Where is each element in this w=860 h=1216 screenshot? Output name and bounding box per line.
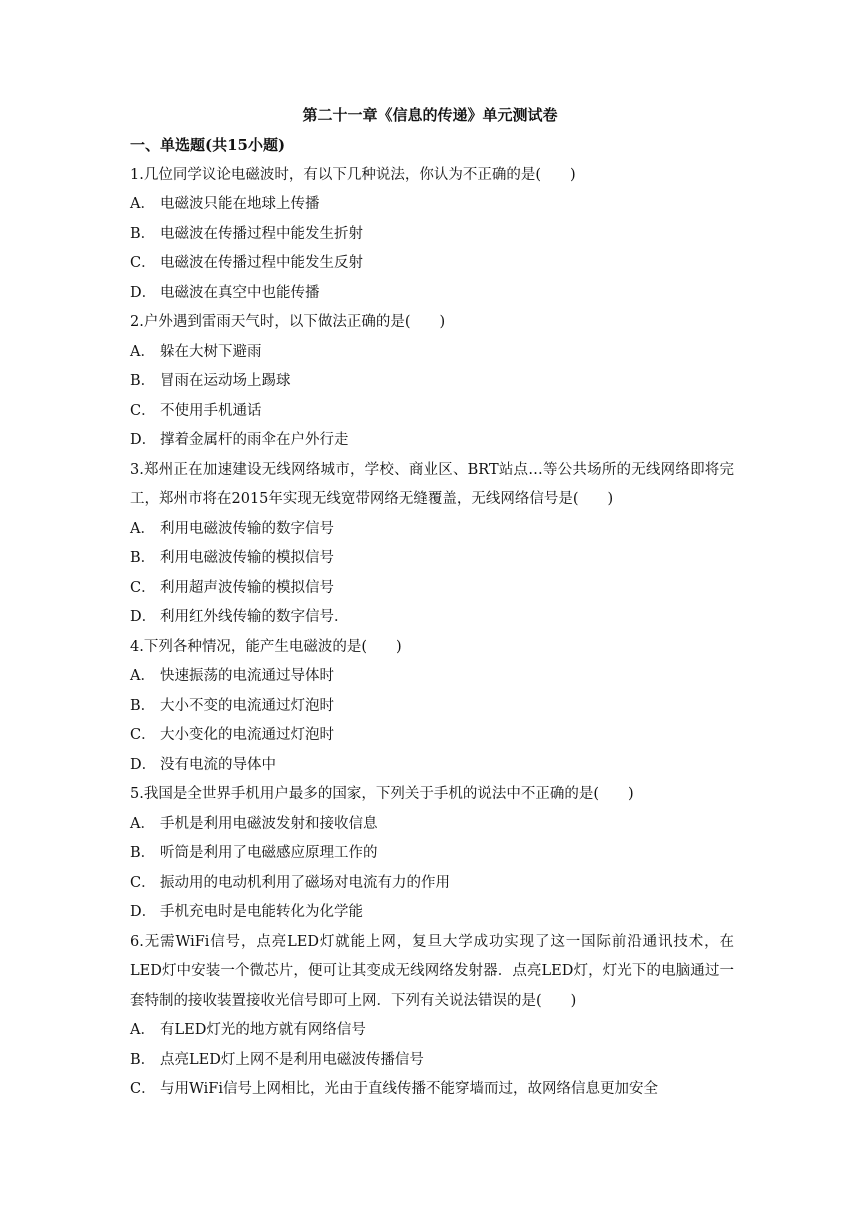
option-text: 利用红外线传输的数字信号．	[160, 609, 349, 625]
question-stem: 1.几位同学议论电磁波时，有以下几种说法，你认为不正确的是( )	[130, 166, 576, 183]
option-c	[130, 1075, 734, 1105]
option-text: 大小变化的电流通过灯泡时	[160, 727, 334, 743]
option-a	[130, 662, 734, 692]
option-b	[130, 839, 734, 869]
option-d	[130, 898, 734, 928]
option-letter: B．	[130, 1051, 156, 1068]
option-letter: D．	[130, 284, 157, 301]
option-letter: D．	[130, 432, 157, 448]
question-stem: 2.户外遇到雷雨天气时，以下做法正确的是( )	[130, 314, 446, 330]
option-a	[130, 1016, 734, 1046]
option-c	[130, 574, 734, 604]
option-a	[130, 810, 734, 840]
option-c	[130, 249, 734, 279]
option-text: 与用WiFi信号上网相比，光由于直线传播不能穿墙而过，故网络信息更加安全	[160, 1081, 658, 1097]
option-text: 电磁波只能在地球上传播	[160, 196, 320, 212]
option-text: 利用电磁波传输的数字信号	[160, 520, 334, 537]
option-letter: A．	[130, 815, 155, 832]
option-text: 大小不变的电流通过灯泡时	[160, 697, 334, 714]
option-text: 不使用手机通话	[160, 402, 262, 419]
question-3	[130, 456, 734, 633]
option-letter: D．	[130, 609, 157, 625]
option-b	[130, 692, 734, 722]
question-1	[130, 161, 734, 309]
document-title: 第二十一章《信息的传递》单元测试卷	[302, 106, 558, 124]
option-text: 点亮LED灯上网不是利用电磁波传播信号	[160, 1051, 424, 1068]
question-stem: 6.无需WiFi信号，点亮LED灯就能上网，复旦大学成功实现了这一国际前沿通讯技术，在LED灯中安装一个微芯片，便可让其变成无线网络发射器．点亮LED灯，灯光下的电脑通过一套特制的接收装置接收光信号即可上网．下列有关说法错误的是( )	[130, 933, 734, 1009]
option-text: 电磁波在真空中也能传播	[160, 284, 320, 301]
option-letter: A．	[130, 196, 155, 212]
option-b	[130, 220, 734, 250]
option-letter: B．	[130, 550, 156, 566]
option-letter: B．	[130, 845, 156, 861]
question-5	[130, 780, 734, 928]
option-text: 利用电磁波传输的模拟信号	[160, 550, 334, 566]
option-text: 电磁波在传播过程中能发生折射	[160, 225, 363, 242]
option-letter: A．	[130, 1022, 155, 1038]
option-c	[130, 869, 734, 899]
option-letter: C．	[130, 255, 156, 271]
option-letter: A．	[130, 668, 155, 684]
option-letter: C．	[130, 874, 156, 891]
option-d	[130, 603, 734, 633]
option-text: 手机是利用电磁波发射和接收信息	[160, 815, 378, 832]
option-text: 有LED灯光的地方就有网络信号	[160, 1022, 366, 1038]
option-letter: D．	[130, 756, 157, 773]
option-text: 躲在大树下避雨	[160, 343, 262, 360]
option-b	[130, 1046, 734, 1076]
question-stem: 3.郑州正在加速建设无线网络城市，学校、商业区、BRT站点…等公共场所的无线网络即将完工，郑州市将在2015年实现无线宽带网络无缝覆盖，无线网络信号是( )	[130, 461, 734, 507]
option-text: 冒雨在运动场上踢球	[160, 373, 291, 389]
option-c	[130, 397, 734, 427]
question-6	[130, 928, 734, 1105]
document-body	[130, 131, 734, 1105]
option-letter: C．	[130, 402, 156, 419]
question-stem: 4.下列各种情况，能产生电磁波的是( )	[130, 638, 402, 655]
option-a	[130, 338, 734, 368]
option-c	[130, 721, 734, 751]
option-b	[130, 544, 734, 574]
option-letter: A．	[130, 343, 155, 360]
option-d	[130, 751, 734, 781]
option-letter: C．	[130, 579, 156, 596]
option-a	[130, 190, 734, 220]
option-letter: A．	[130, 520, 155, 537]
option-d	[130, 279, 734, 309]
option-text: 手机充电时是电能转化为化学能	[160, 904, 363, 920]
option-a	[130, 515, 734, 545]
question-2	[130, 308, 734, 456]
option-letter: C．	[130, 727, 156, 743]
section-heading: 一、单选题(共15小题)	[130, 136, 286, 154]
option-letter: B．	[130, 697, 156, 714]
option-text: 听筒是利用了电磁感应原理工作的	[160, 845, 378, 861]
option-letter: C．	[130, 1081, 156, 1097]
option-letter: B．	[130, 225, 156, 242]
option-b	[130, 367, 734, 397]
option-text: 没有电流的导体中	[160, 756, 276, 773]
option-d	[130, 426, 734, 456]
question-stem: 5.我国是全世界手机用户最多的国家，下列关于手机的说法中不正确的是( )	[130, 786, 634, 802]
option-text: 振动用的电动机利用了磁场对电流有力的作用	[160, 874, 450, 891]
option-text: 电磁波在传播过程中能发生反射	[160, 255, 363, 271]
option-text: 利用超声波传输的模拟信号	[160, 579, 334, 596]
option-text: 撑着金属杆的雨伞在户外行走	[160, 432, 349, 448]
question-4	[130, 633, 734, 781]
option-letter: D．	[130, 904, 157, 920]
option-letter: B．	[130, 373, 156, 389]
option-text: 快速振荡的电流通过导体时	[160, 668, 334, 684]
